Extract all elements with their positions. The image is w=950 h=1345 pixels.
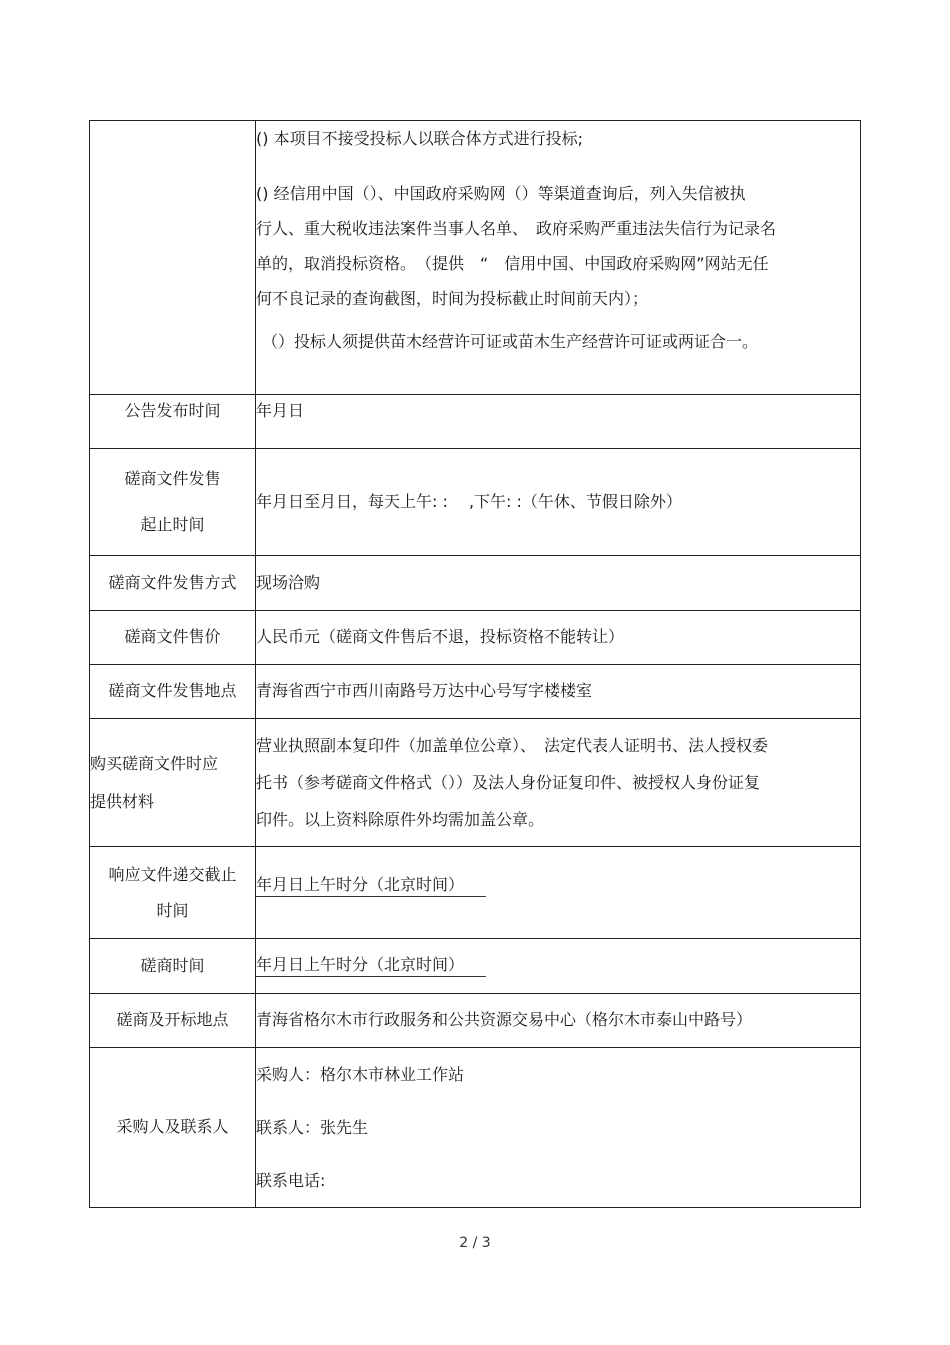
eligibility-line-5: 何不良记录的查询截图，时间为投标截止时间前天内）； (256, 288, 649, 308)
table-row-eligibility (90, 121, 861, 395)
materials-line-1: 营业执照副本复印件（加盖单位公章）、 法定代表人证明书、法人授权委 (256, 736, 769, 755)
deadline-value: 年月日上午时分（北京时间） (256, 875, 486, 897)
table-row-venue (90, 994, 861, 1048)
eligibility-line-2: () 经信用中国（）、中国政府采购网（）等渠道查询后，列入失信被执 (256, 183, 746, 203)
contact-person: 联系人：张先生 (256, 1118, 369, 1137)
eligibility-line-4: 单的，取消投标资格。 （提供 “ 信用中国、中国政府采购网”网站无任 (256, 253, 769, 273)
consult-time-value: 年月日上午时分（北京时间） (256, 955, 486, 977)
contact-purchaser: 采购人：格尔木市林业工作站 (256, 1065, 465, 1084)
contact-label: 采购人及联系人 (90, 1048, 256, 1208)
sale-method-value: 现场洽购 (256, 556, 861, 611)
eligibility-cell (256, 121, 861, 395)
announce-label: 公告发布时间 (90, 395, 256, 449)
table-row-sale-place (90, 665, 861, 719)
sale-period-label-line1: 磋商文件发售 (124, 469, 221, 488)
eligibility-line-1: () 本项目不接受投标人以联合体方式进行投标; (256, 129, 583, 148)
table-row-materials (90, 719, 861, 847)
materials-label-line1: 购买磋商文件时应 (90, 753, 219, 773)
eligibility-line-6: （）投标人须提供苗木经营许可证或苗木生产经营许可证或两证合一。 (262, 331, 759, 351)
deadline-label-line1: 响应文件递交截止 (108, 864, 237, 884)
eligibility-line-3: 行人、重大税收违法案件当事人名单、 政府采购严重违法失信行为记录名 (256, 218, 777, 238)
sale-place-label: 磋商文件发售地点 (90, 665, 256, 719)
contact-value (256, 1048, 861, 1208)
materials-value (256, 719, 861, 847)
consult-time-label: 磋商时间 (90, 939, 256, 994)
table-row-deadline (90, 847, 861, 939)
materials-line-3: 印件。以上资料除原件外均需加盖公章。 (256, 810, 545, 829)
sale-period-label (90, 449, 256, 556)
contact-phone: 联系电话: (256, 1171, 326, 1190)
table-row-sale-method (90, 556, 861, 611)
sale-period-value: 年月日至月日，每天上午: : ,下午: :（午休、节假日除外） (256, 449, 861, 556)
materials-label-line2: 提供材料 (90, 791, 155, 811)
table-row-consult-time (90, 939, 861, 994)
table-row-price (90, 611, 861, 665)
table-row-announce (90, 395, 861, 449)
sale-period-label-line2: 起止时间 (140, 515, 205, 534)
announcement-table (89, 120, 861, 1208)
deadline-value-cell (256, 847, 861, 939)
price-value: 人民币元（磋商文件售后不退，投标资格不能转让） (256, 611, 861, 665)
deadline-label-line2: 时间 (156, 900, 189, 920)
sale-method-label: 磋商文件发售方式 (90, 556, 256, 611)
eligibility-label-cell (90, 121, 256, 395)
announce-value: 年月日 (256, 395, 861, 449)
materials-line-2: 托书（参考磋商文件格式（））及法人身份证复印件、被授权人身份证复 (256, 773, 761, 792)
table-row-sale-period (90, 449, 861, 556)
venue-label: 磋商及开标地点 (90, 994, 256, 1048)
venue-value: 青海省格尔木市行政服务和公共资源交易中心（格尔木市泰山中路号） (256, 994, 861, 1048)
sale-place-value: 青海省西宁市西川南路号万达中心号写字楼楼室 (256, 665, 861, 719)
materials-label (90, 719, 256, 847)
table-row-contact (90, 1048, 861, 1208)
deadline-label (90, 847, 256, 939)
page-number: 2 / 3 (459, 1235, 491, 1251)
price-label: 磋商文件售价 (90, 611, 256, 665)
consult-time-value-cell (256, 939, 861, 994)
